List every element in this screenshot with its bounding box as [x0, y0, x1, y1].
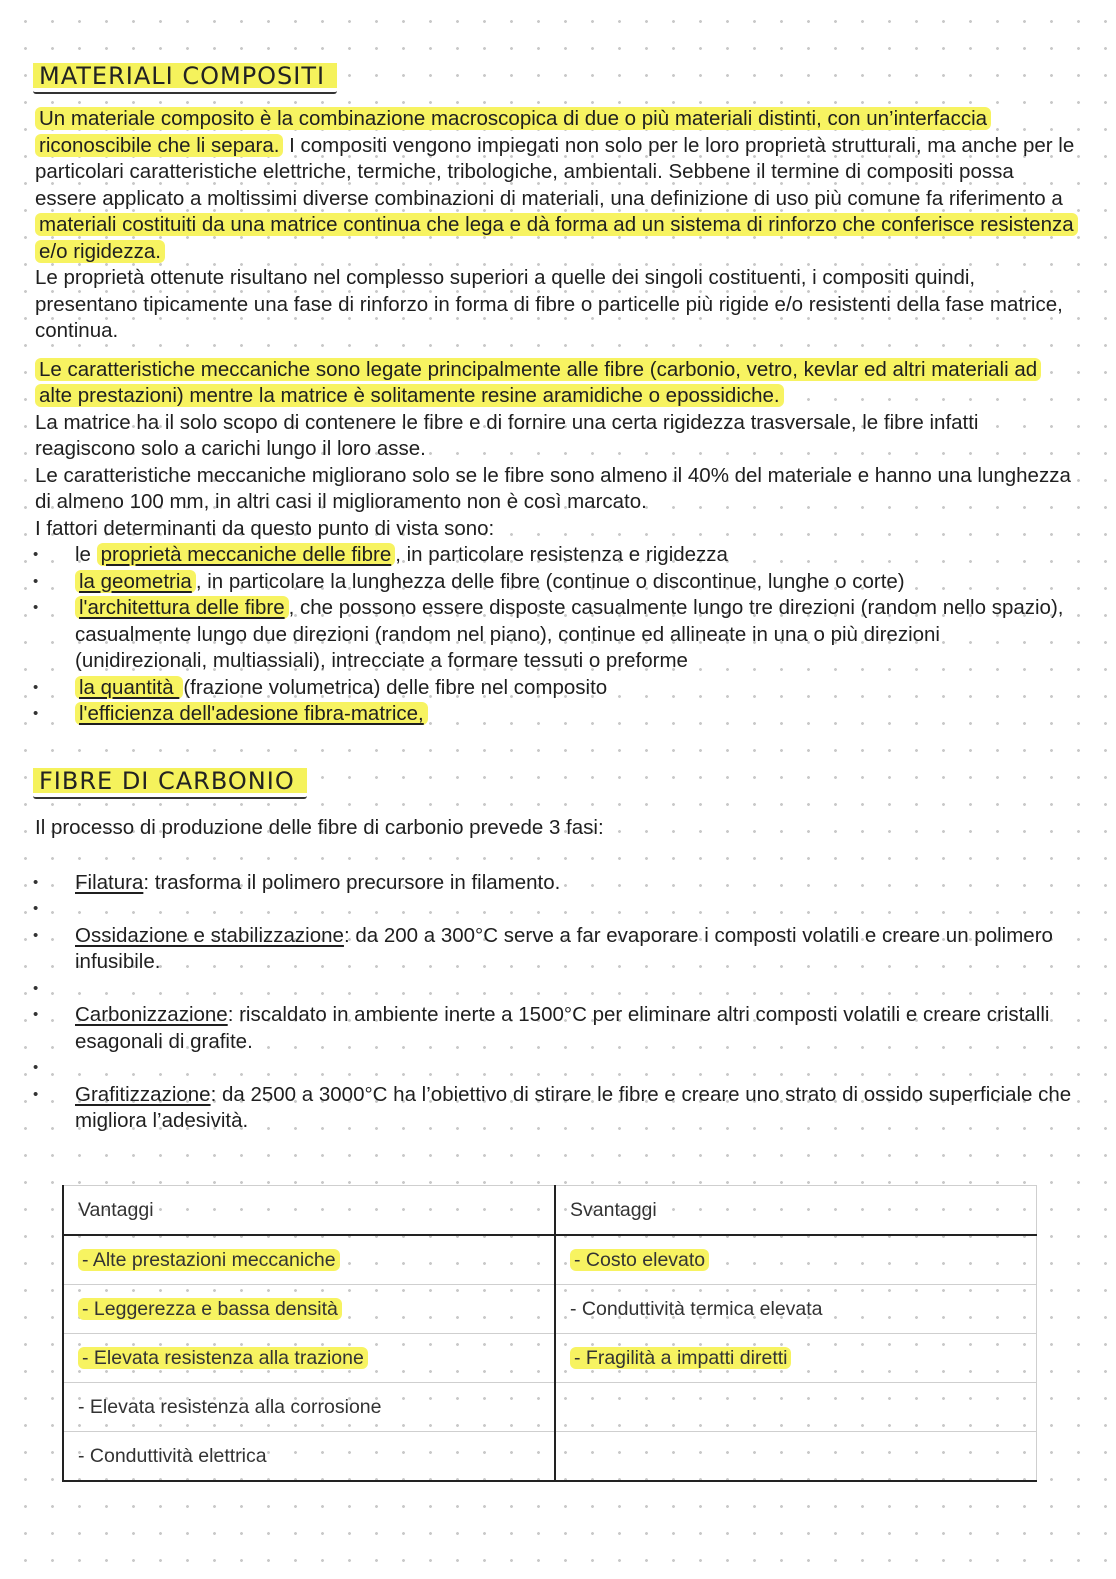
factor-key: la quantità	[75, 676, 183, 699]
list-item: • Ossidazione e stabilizzazione: da 200 a 300°C serve a far evaporare i composti volatili e creare un polimero infusibile.	[35, 923, 1075, 976]
table-cell: - Fragilità a impatti diretti	[570, 1347, 791, 1369]
list-item: • l'architettura delle fibre , che possono essere disposte casualmente lungo tre direzioni (random nello spazio), casualmente lungo due direzioni (random nel piano), continue ed allineate in una o più direzioni (unidirezionali, multiassiali), intrecciate a formare tessuti o preforme	[35, 595, 1075, 675]
factors-list	[35, 542, 1075, 728]
factor-key: proprietà meccaniche delle fibre	[97, 543, 396, 566]
factor-key: la geometria	[75, 570, 196, 593]
section-title-materiali-compositi: MATERIALI COMPOSITI	[33, 60, 337, 94]
table-cell: - Alte prestazioni meccaniche	[78, 1249, 340, 1271]
paragraph-matrix-role: La matrice ha il solo scopo di contenere le fibre e di fornire una certa rigidezza trasversale, le fibre infatti reagiscono solo a carichi lungo il loro asse.	[35, 410, 979, 460]
header-vantaggi: Vantaggi	[63, 1186, 555, 1236]
step-key: Carbonizzazione	[75, 1003, 228, 1026]
pros-cons-table	[62, 1185, 1037, 1482]
table-cell: - Elevata resistenza alla trazione	[78, 1347, 368, 1369]
factor-key: l'architettura delle fibre	[75, 596, 289, 619]
table-row	[63, 1383, 1037, 1432]
table-row	[63, 1432, 1037, 1482]
section-fibre-di-carbonio	[35, 815, 1075, 1135]
list-item: • la quantità (frazione volumetrica) delle fibre nel composito	[35, 675, 1075, 702]
step-key: Grafitizzazione	[75, 1082, 211, 1106]
highlight-mechanical: Le caratteristiche meccaniche sono legate principalmente alle fibre (carbonio, vetro, kevlar ed altri materiali ad alte prestazioni) mentre la matrice è solitamente resine aramidiche o epossidiche.	[35, 358, 1041, 408]
section-title-fibre-di-carbonio: FIBRE DI CARBONIO	[33, 765, 307, 799]
step-key: Filatura	[75, 870, 144, 894]
section-materiali-compositi	[35, 106, 1075, 728]
table-header-row	[63, 1186, 1037, 1236]
highlight-definition: Un materiale composito è la combinazione macroscopica di due o più materiali distinti, con un’interfaccia riconoscibile che li separa.	[35, 107, 991, 157]
paragraph-properties: Le proprietà ottenute risultano nel complesso superiori a quelle dei singoli costituenti, i compositi quindi, presentano tipicamente una fase di rinforzo in forma di fibre o particelle più rigide e/o resistenti della fase matrice, continua.	[35, 266, 1063, 342]
list-item-empty	[35, 896, 1075, 923]
factor-key: l'efficienza dell'adesione fibra-matrice,	[75, 702, 428, 725]
header-svantaggi: Svantaggi	[555, 1186, 1037, 1236]
table-cell: - Conduttività elettrica	[78, 1444, 267, 1467]
process-steps-list	[35, 870, 1075, 1135]
table-cell: - Elevata resistenza alla corrosione	[78, 1395, 382, 1418]
highlight-matrice: materiali costituiti da una matrice continua che lega e dà forma ad un sistema di rinforzo che conferisce resistenza e/o rigidezza.	[35, 213, 1078, 263]
table-cell: - Conduttività termica elevata	[570, 1297, 823, 1320]
paragraph-definition	[35, 106, 1075, 265]
list-item: • Filatura: trasforma il polimero precursore in filamento.	[35, 870, 1075, 897]
table-row	[63, 1334, 1037, 1383]
paragraph-text: I compositi vengono impiegati non solo per le loro proprietà strutturali, ma anche per le particolari caratteristiche elettriche, termiche, tribologiche, ambientali. Sebbene il termine di compositi possa essere applicato a moltissimi diverse combinazioni di materiali, una definizione di uso più comune fa riferimento a	[35, 133, 1075, 210]
carbon-intro: Il processo di produzione delle fibre di carbonio prevede 3 fasi:	[35, 816, 604, 839]
list-item	[35, 701, 1075, 728]
list-item-empty	[35, 976, 1075, 1003]
list-item: • Carbonizzazione: riscaldato in ambiente inerte a 1500°C per eliminare altri composti volatili e creare cristalli esagonali di grafite.	[35, 1002, 1075, 1055]
table-cell: - Costo elevato	[570, 1249, 709, 1271]
table-cell: - Leggerezza e bassa densità	[78, 1298, 342, 1320]
list-item: • la geometria , in particolare la lunghezza delle fibre (continue o discontinue, lunghe o corte)	[35, 569, 1075, 596]
list-item: • Grafitizzazione: da 2500 a 3000°C ha l’obiettivo di stirare le fibre e creare uno strato di ossido superficiale che migliora l’adesività.	[35, 1082, 1075, 1135]
table-row	[63, 1235, 1037, 1285]
table-row	[63, 1285, 1037, 1334]
list-item: • le proprietà meccaniche delle fibre , in particolare resistenza e rigidezza	[35, 542, 1075, 569]
paragraph-factors-intro: I fattori determinanti da questo punto di vista sono:	[35, 516, 495, 540]
paragraph-fiber-percentage: Le caratteristiche meccaniche migliorano solo se le fibre sono almeno il 40% del materiale e hanno una lunghezza di almeno 100 mm, in altri casi il miglioramento non è così marcato.	[35, 463, 1071, 513]
list-item-empty	[35, 1055, 1075, 1082]
paragraph-mechanical	[35, 357, 1075, 410]
step-key: Ossidazione e stabilizzazione	[75, 923, 344, 947]
